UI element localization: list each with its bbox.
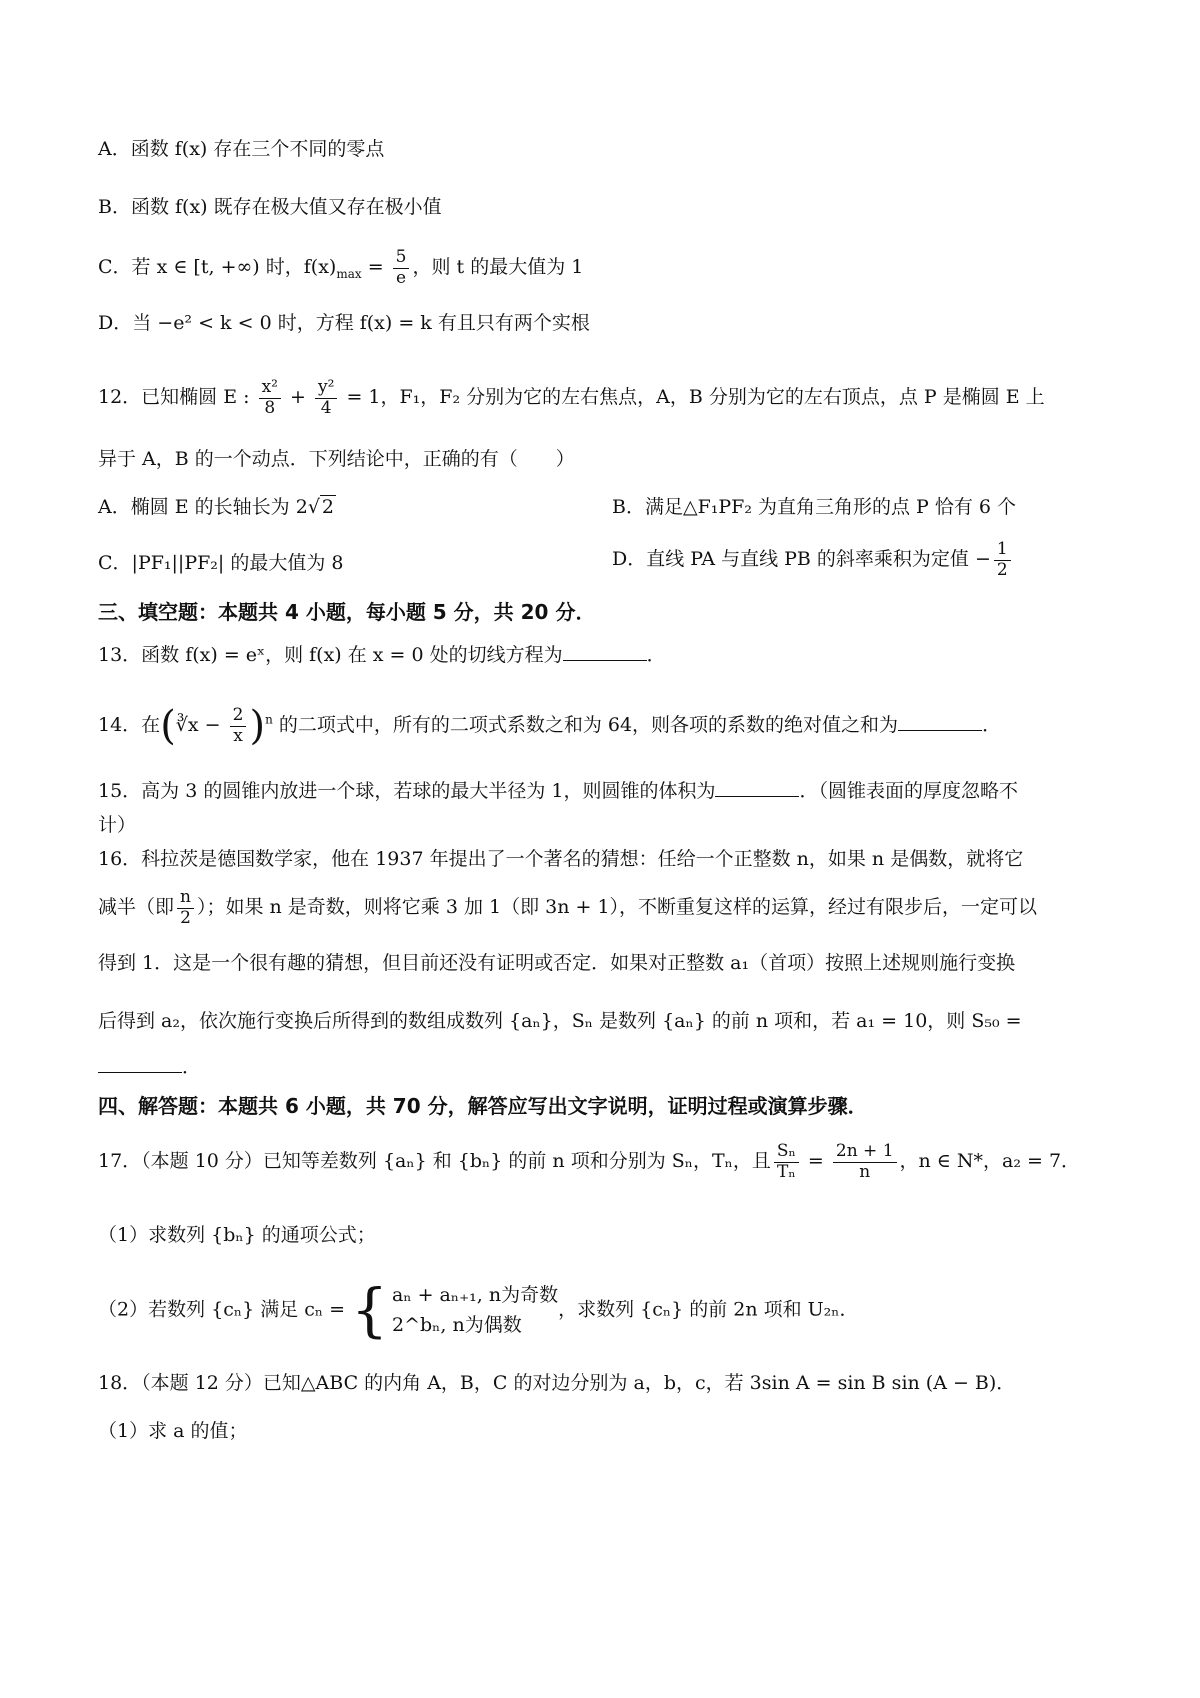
q14: 14．在(∛x − $\frac{2}{x}$ )$^n$ 的二项式中，所有的二项式系数之和为 64，则各项的系数的绝对值之和为 ．: [98, 703, 1002, 750]
q15: 15．高为 3 的圆锥内放进一个球，若球的最大半径为 1，则圆锥的体积为 ．（圆锥表面的厚度忽略不: [98, 780, 1018, 802]
q17-part1: （1）求数列 {bₙ} 的通项公式；: [98, 1224, 376, 1246]
q13: 13．函数 f(x) = eˣ，则 f(x) 在 x = 0 处的切线方程为 ．: [98, 644, 666, 666]
cases-brace: {: [351, 1276, 389, 1345]
section-heading-solutions: 四、解答题：本题共 6 小题，共 70 分，解答应写出文字说明，证明过程或演算步骤．: [98, 1094, 868, 1118]
q11-option-b: B．函数 f(x) 既存在极大值又存在极小值: [98, 196, 442, 218]
fraction: $\frac{1}{2}$: [994, 540, 1011, 580]
q12-option-a: A．椭圆 E 的长轴长为 2√ 2: [98, 496, 335, 518]
q17-part2: （2）若数列 {cₙ} 满足 cₙ = { aₙ + aₙ₊₁, n为奇数 2^bₙ, n为偶数 ，求数列 {cₙ} 的前 2n 项和 U₂ₙ．: [98, 1276, 859, 1345]
answer-blank: [563, 658, 647, 661]
q12-option-c: C．|PF₁||PF₂| 的最大值为 8: [98, 552, 344, 574]
q12-option-b: B．满足△F₁PF₂ 为直角三角形的点 P 恰有 6 个: [612, 496, 1017, 518]
q11-option-a: A．函数 f(x) 存在三个不同的零点: [98, 138, 385, 160]
q16-line2: 减半（即 $\frac{n}{2}$ ）；如果 n 是奇数，则将它乘 3 加 1（即 3n + 1），不断重复这样的运算，经过有限步后，一定可以: [98, 887, 1038, 928]
q15-line2: 计）: [98, 814, 137, 836]
answer-blank: [715, 794, 799, 797]
answer-blank: [898, 728, 982, 731]
sqrt-sign: √: [307, 496, 320, 518]
q18-stem: 18．（本题 12 分）已知△ABC 的内角 A，B，C 的对边分别为 a，b，c，若 3sin A = sin B sin (A − B)．: [98, 1372, 1016, 1394]
fraction: $\frac{2n + 1}{n}$: [833, 1142, 897, 1182]
q17-stem: 17．（本题 10 分）已知等差数列 {aₙ} 和 {bₙ} 的前 n 项和分别为 Sₙ，Tₙ，且 $\frac{\text{Sₙ}}{\text{Tₙ}}$ = $\frac{2n + 1}{n}$ ，n ∈ N*，a₂ = 7．: [98, 1141, 1081, 1182]
section-heading-fill-in: 三、填空题：本题共 4 小题，每小题 5 分，共 20 分．: [98, 600, 596, 624]
fraction: $\frac{5}{e}$: [393, 248, 410, 288]
piecewise-cases: aₙ + aₙ₊₁, n为奇数 2^bₙ, n为偶数: [392, 1284, 559, 1337]
fraction: $\frac{\text{y²}}{4}$: [315, 378, 337, 418]
q11-option-c: C．若 x ∈ [t, +∞) 时，$f(x)_{max}$ = $\frac{5}{e}$ ，则 t 的最大值为 1: [98, 247, 584, 288]
fraction: $\frac{n}{2}$: [177, 888, 194, 928]
q12-stem: 12．已知椭圆 E : $\frac{\text{x²}}{8}$ + $\frac{\text{y²}}{4}$ = 1，F₁，F₂ 分别为它的左右焦点，A，B 分别为它的左右顶点，点 P 是椭圆 E 上: [98, 377, 1045, 418]
q16-line4: 后得到 a₂，依次施行变换后所得到的数组成数列 {aₙ}，Sₙ 是数列 {aₙ} 的前 n 项和，若 a₁ = 10，则 S₅₀ =: [98, 1010, 1022, 1032]
fraction: $\frac{\text{x²}}{8}$: [259, 378, 281, 418]
answer-blank: [98, 1070, 182, 1073]
q18-part1: （1）求 a 的值；: [98, 1420, 248, 1442]
q12-option-d: D．直线 PA 与直线 PB 的斜率乘积为定值 − $\frac{1}{2}$: [612, 540, 1014, 580]
q12-stem-line2: 异于 A，B 的一个动点．下列结论中，正确的有（ ）: [98, 448, 575, 470]
q16-line3: 得到 1．这是一个很有趣的猜想，但目前还没有证明或否定．如果对正整数 a₁（首项）按照上述规则施行变换: [98, 952, 1016, 974]
q11-option-d: D．当 −e² < k < 0 时，方程 f(x) = k 有且只有两个实根: [98, 312, 590, 334]
q16-line5: ．: [98, 1058, 201, 1077]
fraction: $\frac{\text{Sₙ}}{\text{Tₙ}}$: [774, 1142, 799, 1182]
fraction: $\frac{2}{x}$: [230, 706, 247, 746]
q16-line1: 16．科拉茨是德国数学家，他在 1937 年提出了一个著名的猜想：任给一个正整数 n，如果 n 是偶数，就将它: [98, 848, 1024, 870]
